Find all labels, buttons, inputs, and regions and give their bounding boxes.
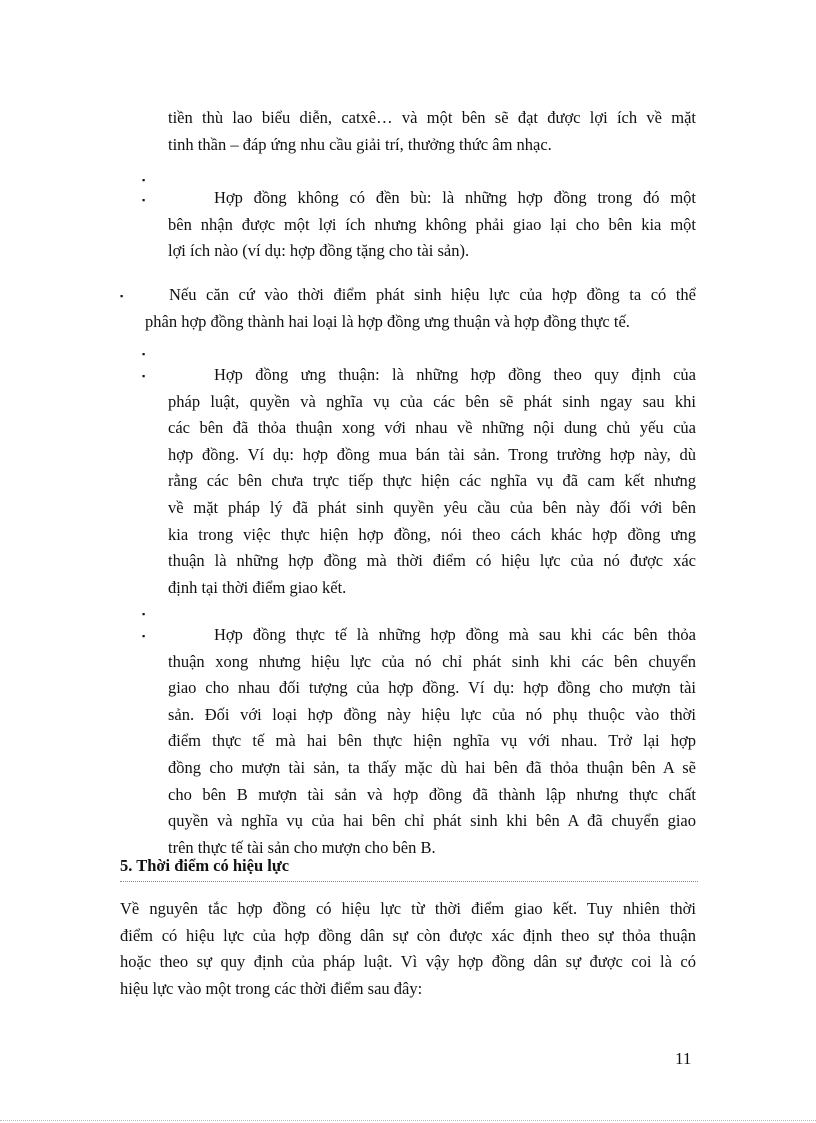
paragraph-effective-time xyxy=(120,896,696,1002)
text-line: trên thực tế tài sản cho mượn cho bên B. xyxy=(168,837,436,857)
text-line: định tại thời điểm giao kết. xyxy=(168,577,347,597)
bullet-marker: ▪ xyxy=(142,175,146,185)
text-line: thuận là những hợp đồng mà thời điểm có hiệu lực của nó được xác xyxy=(168,551,696,571)
text-line: các bên đã thỏa thuận xong với nhau về những nội dung chủ yếu của xyxy=(168,418,696,438)
bullet-marker: ▪ xyxy=(142,609,146,619)
text-line: Nếu căn cứ vào thời điểm phát sinh hiệu lực của hợp đồng ta có thể xyxy=(169,285,696,304)
text-line: tinh thần – đáp ứng nhu cầu giải trí, thưởng thức âm nhạc. xyxy=(168,134,552,154)
text-line: sản. Đối với loại hợp đồng này hiệu lực của nó phụ thuộc vào thời xyxy=(168,704,696,724)
text-line: về mặt pháp lý đã phát sinh quyền yêu cầu của bên này đối với bên xyxy=(168,497,696,517)
paragraph-consensual-contract xyxy=(168,362,696,601)
page-bottom-divider xyxy=(0,1120,816,1121)
bullet-marker: ▪ xyxy=(120,291,124,301)
text-line: Hợp đồng không có đền bù: là những hợp đồng trong đó một xyxy=(214,188,696,207)
text-line: lợi ích nào (ví dụ: hợp đồng tặng cho tài sản). xyxy=(168,241,470,261)
text-line: Về nguyên tắc hợp đồng có hiệu lực từ thời điểm giao kết. Tuy nhiên thời xyxy=(120,899,696,918)
text-line: giao cho nhau đối tượng của hợp đồng. Ví dụ: hợp đồng cho mượn tài xyxy=(168,678,696,698)
text-line: điểm thực tế mà hai bên thực hiện nghĩa vụ với nhau. Trở lại hợp xyxy=(168,731,696,751)
text-line: kia trong việc thực hiện hợp đồng, nói theo cách khác hợp đồng ưng xyxy=(168,524,696,544)
text-line: hợp đồng. Ví dụ: hợp đồng mua bán tài sản. Trong trường hợp này, dù xyxy=(168,444,696,464)
text-line: hoặc theo sự quy định của pháp luật. Vì vậy hợp đồng dân sự được coi là có xyxy=(120,952,696,972)
paragraph-real-contract xyxy=(168,622,696,861)
text-line: điểm có hiệu lực của hợp đồng dân sự còn được xác định theo sự thỏa thuận xyxy=(120,925,696,945)
section-heading: 5. Thời điểm có hiệu lực xyxy=(120,853,698,882)
text-line: rằng các bên chưa trực tiếp thực hiện các nghĩa vụ đã cam kết nhưng xyxy=(168,471,696,491)
text-line: tiền thù lao biểu diễn, catxê… và một bên sẽ đạt được lợi ích về mặt xyxy=(168,108,696,127)
bullet-marker: ▪ xyxy=(142,349,146,359)
text-line: bên nhận được một lợi ích nhưng không phải giao lại cho bên kia một xyxy=(168,214,696,234)
text-line: phân hợp đồng thành hai loại là hợp đồng ưng thuận và hợp đồng thực tế. xyxy=(145,311,630,331)
paragraph-classification xyxy=(145,282,696,335)
text-line: quyền và nghĩa vụ của hai bên chỉ phát sinh khi bên A đã chuyển giao xyxy=(168,811,696,831)
text-line: đồng cho mượn tài sản, ta thấy mặc dù hai bên đã thỏa thuận bên A sẽ xyxy=(168,757,696,777)
text-line: Hợp đồng thực tế là những hợp đồng mà sau khi các bên thỏa xyxy=(214,625,696,644)
page-number: 11 xyxy=(675,1049,692,1068)
text-line: hiệu lực vào một trong các thời điểm sau đây: xyxy=(120,978,423,998)
bullet-marker: ▪ xyxy=(142,195,146,205)
text-line: pháp luật, quyền và nghĩa vụ của các bên sẽ phát sinh ngay sau khi xyxy=(168,391,696,411)
paragraph-continuation xyxy=(168,105,696,158)
text-line: Hợp đồng ưng thuận: là những hợp đồng theo quy định của xyxy=(214,365,696,384)
text-line: cho bên B mượn tài sản và hợp đồng đã thành lập nhưng thực chất xyxy=(168,784,696,804)
bullet-marker: ▪ xyxy=(142,371,146,381)
bullet-marker: ▪ xyxy=(142,631,146,641)
paragraph-non-compensated-contract xyxy=(168,185,696,265)
text-line: thuận xong nhưng hiệu lực của nó chỉ phát sinh khi các bên chuyển xyxy=(168,651,696,671)
